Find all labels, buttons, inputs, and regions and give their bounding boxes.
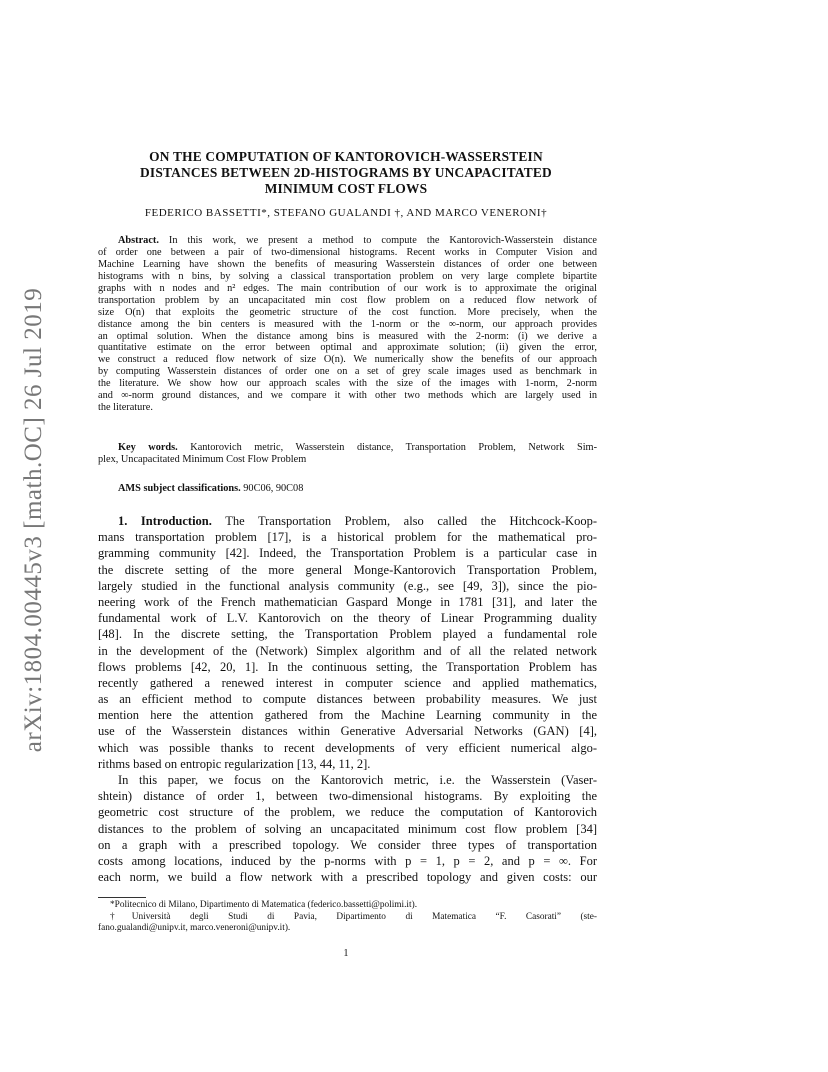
body-line: use of the Wasserstein distances within Generative Adversarial Networks (GAN) [4], bbox=[98, 724, 597, 739]
abstract-line: histograms with n bins, by solving a classical transportation problem on very large complete bipartite bbox=[98, 270, 597, 282]
footnote-line: †Università degli Studi di Pavia, Dipartimento di Matematica “F. Casorati” (ste- bbox=[110, 911, 597, 922]
abstract-line: the literature. We show how our approach scales with the size of the images with 1-norm, 2-norm bbox=[98, 378, 597, 390]
body-line: [48]. In the discrete setting, the Transportation Problem played a fundamental role bbox=[98, 627, 597, 642]
abstract-line: of order one between a pair of two-dimensional histograms. Recent works in Computer Vision and bbox=[98, 246, 597, 258]
keywords bbox=[98, 442, 597, 466]
body-line: flows problems [42, 20, 1]. In the continuous setting, the Transportation Problem has bbox=[98, 659, 597, 674]
abstract-line: distance among the bin centers is measured with the 1-norm or the ∞-norm, our approach provides bbox=[98, 318, 597, 330]
body-line: In this paper, we focus on the Kantorovich metric, i.e. the Wasserstein (Vaser- bbox=[118, 773, 597, 787]
body-line: geometric cost structure of the problem, we reduce the computation of Kantorovich bbox=[98, 805, 597, 820]
abstract-line: an optimal solution. When the distance among bins is measured with the 2-norm: (i) we derive a bbox=[98, 330, 597, 342]
author-list: FEDERICO BASSETTI*, STEFANO GUALANDI †, AND MARCO VENERONI† bbox=[144, 207, 548, 219]
abstract-line: quantitative estimate on the error between optimal and approximate solution; (ii) given the error, bbox=[98, 342, 597, 354]
abstract-line: and ∞-norm ground distances, and we compare it with other two methods which are largely used in bbox=[98, 390, 597, 402]
abstract-line: the literature. bbox=[98, 402, 153, 414]
abstract-line: Machine Learning have shown the benefits of measuring Wasserstein distances of order one between bbox=[98, 258, 597, 270]
ams-label: AMS subject classifications. bbox=[118, 483, 241, 494]
arxiv-identifier: arXiv:1804.00445v3 [math.OC] 26 Jul 2019 bbox=[20, 287, 47, 753]
body-line: gramming community [42]. Indeed, the Transportation Problem is a particular case in bbox=[98, 546, 597, 561]
keywords-line: Kantorovich metric, Wasserstein distance, Transportation Problem, Network Sim- bbox=[177, 442, 597, 453]
body-line: largely studied in the functional analysis community (e.g., see [49, 3]), since the pio- bbox=[98, 578, 597, 593]
body-line: rithms based on entropic regularization [13, 44, 11, 2]. bbox=[98, 756, 371, 771]
footnote-line: fano.gualandi@unipv.it, marco.veneroni@unipv.it). bbox=[98, 923, 291, 934]
paper-title bbox=[96, 149, 596, 197]
abstract-line: we construct a reduced flow network of size O(n). We numerically show the benefits of our approach bbox=[98, 354, 597, 366]
abstract-line: graphs with n nodes and n² edges. The main contribution of our work is to approximate the original bbox=[98, 282, 597, 294]
ams-classifications bbox=[118, 483, 303, 494]
body-line: costs among locations, induced by the p-norms with p = 1, p = 2, and p = ∞. For bbox=[98, 853, 597, 868]
section-heading: 1. Introduction. bbox=[118, 514, 212, 528]
title-line: MINIMUM COST FLOWS bbox=[264, 181, 428, 196]
body-line: shtein) distance of order 1, between two-dimensional histograms. By exploiting the bbox=[98, 789, 597, 804]
footnote-line: *Politecnico di Milano, Dipartimento di Matematica (federico.bassetti@polimi.it). bbox=[110, 900, 418, 910]
title-line: ON THE COMPUTATION OF KANTOROVICH-WASSERSTEIN bbox=[149, 149, 543, 164]
body-line: on a graph with a prescribed topology. We consider three types of transportation bbox=[98, 837, 597, 852]
keywords-label: Key words. bbox=[118, 442, 178, 453]
body-line: distances to the problem of solving an uncapacitated minimum cost flow problem [34] bbox=[98, 821, 597, 836]
body-line: each norm, we build a flow network with a prescribed topology and given costs: our bbox=[98, 870, 597, 885]
footnote-rule bbox=[98, 897, 146, 898]
body-line: recently gathered a renewed interest in computer science and applied mathematics, bbox=[98, 675, 597, 690]
introduction-section bbox=[98, 513, 597, 885]
abstract-line: transportation problem by an uncapacitated min cost flow problem on a reduced flow network of bbox=[98, 294, 597, 306]
footnotes bbox=[98, 900, 597, 935]
body-line: mention here the attention gathered from the Machine Learning community in the bbox=[98, 708, 597, 723]
abstract-line: In this work, we present a method to compute the Kantorovich-Wasserstein distance bbox=[158, 235, 597, 246]
body-line: in the development of the (Network) Simplex algorithm and of all the related network bbox=[98, 643, 597, 658]
body-line: The Transportation Problem, also called the Hitchcock-Koop- bbox=[211, 514, 597, 528]
body-line: mans transportation problem [17], is a historical problem for the mathematical pro- bbox=[98, 530, 597, 545]
body-line: neering work of the French mathematician Gaspard Monge in 1781 [31], and later the bbox=[98, 594, 597, 609]
abstract-line: by computing Wasserstein distances of order one on a set of grey scale images used as benchmark in bbox=[98, 366, 597, 378]
abstract-label: Abstract. bbox=[118, 235, 159, 246]
body-line: which was possible thanks to recent developments of very efficient numerical algo- bbox=[98, 740, 597, 755]
body-line: the discrete setting of the more general Monge-Kantorovich Transportation Problem, bbox=[98, 562, 597, 577]
arxiv-sidebar bbox=[10, 270, 58, 770]
abstract bbox=[98, 235, 597, 414]
abstract-line: size O(n) that exploits the geometric structure of the cost function. More precisely, when the bbox=[98, 306, 597, 318]
title-line: DISTANCES BETWEEN 2D-HISTOGRAMS BY UNCAPACITATED bbox=[140, 165, 552, 180]
page-number: 1 bbox=[343, 948, 349, 959]
keywords-line: plex, Uncapacitated Minimum Cost Flow Problem bbox=[98, 453, 307, 465]
body-line: fundamental work of L.V. Kantorovich on the theory of Linear Programming duality bbox=[98, 611, 597, 626]
body-line: as an efficient method to compute distances between probability measures. We just bbox=[98, 692, 597, 707]
ams-codes: 90C06, 90C08 bbox=[240, 483, 304, 494]
